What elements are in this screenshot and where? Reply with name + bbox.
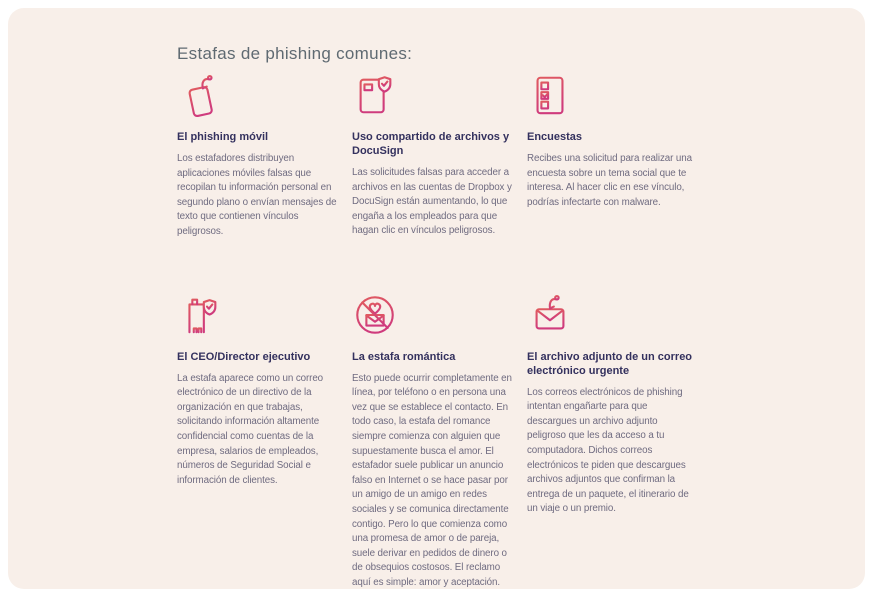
section-heading: Estafas de phishing comunes:	[177, 44, 413, 63]
card-body: Esto puede ocurrir completamente en línea, por teléfono o en persona una vez que se establece el contacto. En todo caso, la estafa del romance siempre comienza con alguien que supuestamente busca el amor. El estafador suele publicar un anuncio falso en Internet o se hace pasar por un amigo de un amigo en redes sociales y se comunica directamente contigo. Pero lo que comienza como una promesa de amor o de pareja, suele derivar en pedidos de dinero o de obsequios costosos. El reclamo aquí es simple: amor y aceptación.	[352, 372, 512, 588]
document-shield-icon	[352, 72, 518, 120]
cards-grid	[177, 72, 717, 590]
card-romance-scam	[352, 292, 518, 591]
card-body: Recibes una solicitud para realizar una encuesta sobre un tema social que te interesa. Al hacer clic en ese vínculo, podrías infectarte con malware.	[527, 153, 692, 208]
checklist-icon	[527, 72, 693, 120]
card-mobile-phishing	[177, 72, 343, 240]
content-panel	[8, 8, 865, 589]
card-file-sharing	[352, 72, 518, 239]
card-ceo-fraud	[177, 292, 343, 489]
card-body: Los estafadores distribuyen aplicaciones móviles falsas que recopilan tu información personal en segundo plano o envían mensajes de texto que contienen vínculos peligrosos.	[177, 153, 337, 237]
envelope-hook-icon	[527, 292, 693, 340]
mobile-hook-icon	[177, 72, 343, 120]
building-shield-icon	[177, 292, 343, 340]
romance-ban-icon	[352, 292, 518, 340]
card-title: El CEO/Director ejecutivo	[177, 350, 311, 363]
card-title: El phishing móvil	[177, 131, 269, 143]
card-body: Las solicitudes falsas para acceder a archivos en las cuentas de Dropbox y DocuSign están aumentando, lo que engaña a los empleados para que hagan clic en vínculos peligrosos.	[352, 167, 512, 237]
card-title: La estafa romántica	[352, 350, 456, 363]
content-area	[177, 42, 717, 590]
card-title: El archivo adjunto de un correo electrónico urgente	[527, 350, 693, 377]
card-body: Los correos electrónicos de phishing intentan engañarte para que descargues un archivo adjunto peligroso que les da acceso a tu computadora. Dichos correos electrónicos te piden que descargues archivos adjuntos que confirman la entrega de un paquete, el itinerario de un viaje o un premio.	[527, 386, 689, 515]
card-title: Uso compartido de archivos y DocuSign	[352, 131, 510, 157]
card-body: La estafa aparece como un correo electrónico de un directivo de la organización en que trabajas, solicitando información altamente confidencial como cuentas de la empresa, salarios de empleados, números de Seguridad Social e información de clientes.	[177, 372, 324, 486]
card-surveys	[527, 72, 693, 210]
card-urgent-attachment	[527, 292, 693, 517]
card-title: Encuestas	[527, 131, 583, 143]
